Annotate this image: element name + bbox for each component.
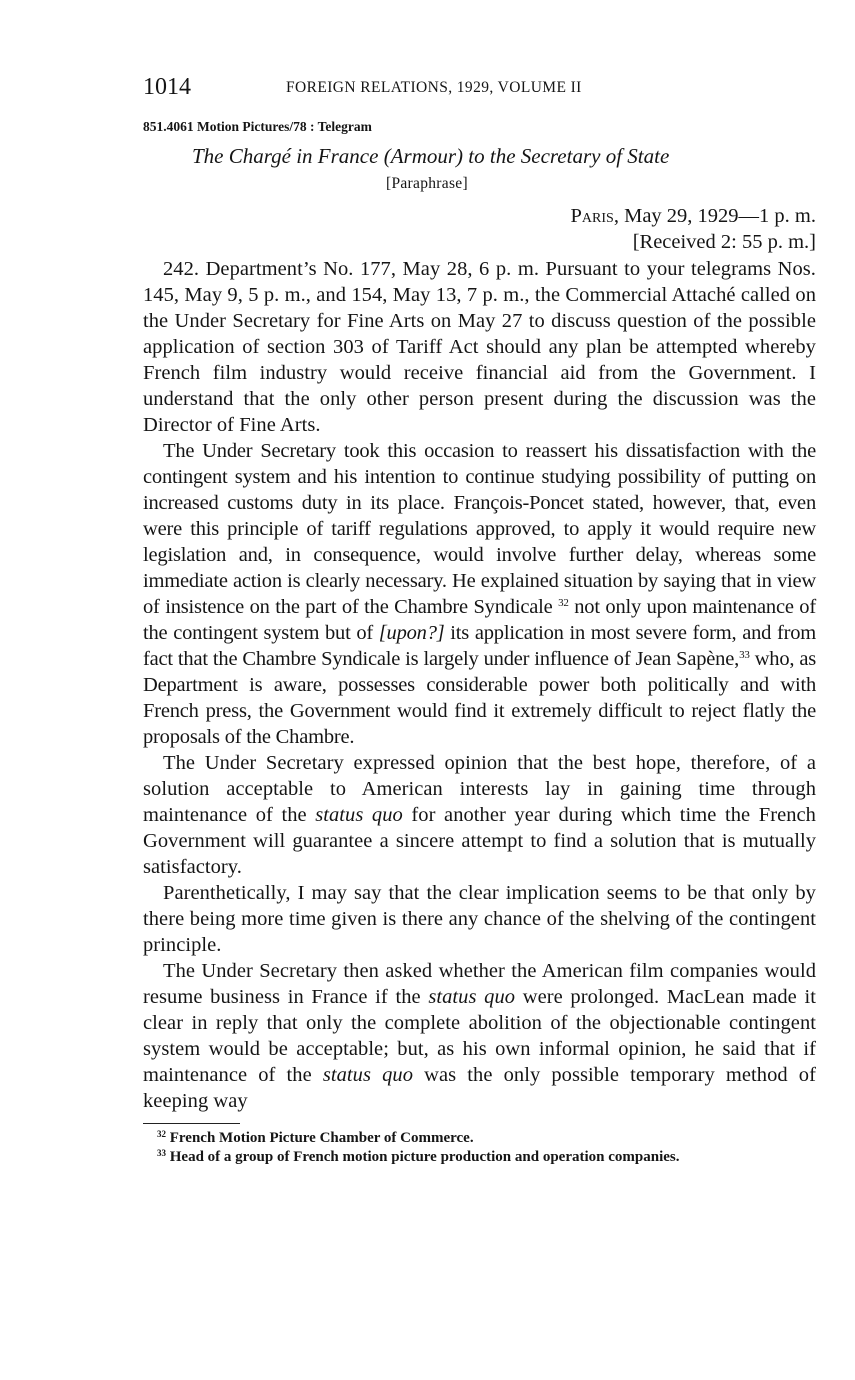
paragraph-5-text-c: was the only possible temporary method of keeping way: [143, 1064, 816, 1112]
paragraph-4: Parenthetically, I may say that the clear implication seems to be that only by there being more time given is there any chance of the shelving of the contingent principle.: [143, 882, 816, 956]
italic-status-quo: status quo: [315, 804, 403, 826]
received-line: [Received 2: 55 p. m.]: [632, 231, 816, 253]
italic-status-quo: status quo: [322, 1064, 414, 1086]
dateline-place: Paris: [570, 205, 614, 227]
paragraph-2-text-c: its application in most severe form, and from fact that the Chambre Syndicale is largely under influence of Jean Sapène,: [143, 622, 816, 670]
paragraph-2-text-b: not only upon maintenance of the contingent system but of: [143, 596, 816, 644]
italic-status-quo: status quo: [428, 986, 516, 1008]
paragraph-3-text-b: for another year during which time the French Government will guarantee a sincere attempt to find a solution that is mutually satisfactory.: [143, 804, 816, 878]
page-number: 1014: [143, 74, 191, 100]
paragraph-2-text-d: who, as Department is aware, possesses considerable power both politically and with French press, the Government would find it extremely difficult to reject flatly the proposals of the Chambre.: [143, 648, 817, 748]
file-reference: 851.4061 Motion Pictures/78 : Telegram: [143, 119, 372, 134]
paragraph-2: [143, 438, 816, 750]
paragraph-3-text-a: The Under Secretary expressed opinion that the best hope, therefore, of a solution acceptable to American interests lay in gaining time through maintenance of the: [143, 752, 816, 826]
footnote-32: [143, 1129, 816, 1148]
footnote-mark: 33: [157, 1148, 166, 1158]
paragraph-1: 242. Department’s No. 177, May 28, 6 p. m. Pursuant to your telegrams Nos. 145, May 9, 5 p. m., and 154, May 13, 7 p. m., the Commercial Attaché called on the Under Secretary for Fine Arts on May 27 to discuss question of the possible application of section 303 of Tariff Act should any plan be attempted whereby French film industry would receive financial aid from the Government. I understand that the only other person present during the discussion was the Director of Fine Arts.: [143, 258, 816, 436]
dateline-date: , May 29, 1929—1 p. m.: [613, 205, 816, 227]
footnote-mark: 32: [157, 1129, 166, 1139]
document-title: The Chargé in France (Armour) to the Secretary of State: [192, 144, 670, 168]
paragraph-3: [143, 750, 816, 880]
running-title: FOREIGN RELATIONS, 1929, VOLUME II: [286, 79, 582, 96]
footnote-ref-32: 32: [558, 597, 569, 609]
paragraph-2-text-a: The Under Secretary took this occasion to reassert his dissatisfaction with the contingent system and his intention to continue studying possibility of putting on increased customs duty in its place. François-Poncet stated, however, that, even were this principle of tariff regulations approved, to apply it would require new legislation and, in consequence, would involve further delay, whereas some immediate action is clearly necessary. He explained situation by saying that in view of insistence on the part of the Chambre Syndicale: [143, 440, 816, 618]
footnotes: [143, 1129, 816, 1167]
footnote-ref-33: 33: [739, 649, 750, 661]
footnote-33: [143, 1148, 816, 1167]
footnote-divider: [143, 1123, 240, 1124]
paragraph-5-text-b: were prolonged. MacLean made it clear in reply that only the complete abolition of the objectionable contingent system would be acceptable; but, as his own informal opinion, he said that if maintenance of the: [143, 986, 816, 1086]
footnote-text: Head of a group of French motion picture production and operation companies.: [169, 1149, 680, 1165]
paragraph-5: [143, 958, 816, 1114]
footnote-text: French Motion Picture Chamber of Commerce.: [169, 1130, 474, 1146]
editorial-insertion: [upon?]: [378, 622, 445, 644]
telegram-body: [143, 256, 816, 1114]
dateline: [143, 203, 816, 229]
document-page: [143, 72, 816, 1167]
running-header: [143, 72, 816, 106]
paraphrase-note: [Paraphrase]: [386, 175, 468, 192]
paragraph-5-text-a: The Under Secretary then asked whether the American film companies would resume business in France if the: [143, 960, 816, 1008]
